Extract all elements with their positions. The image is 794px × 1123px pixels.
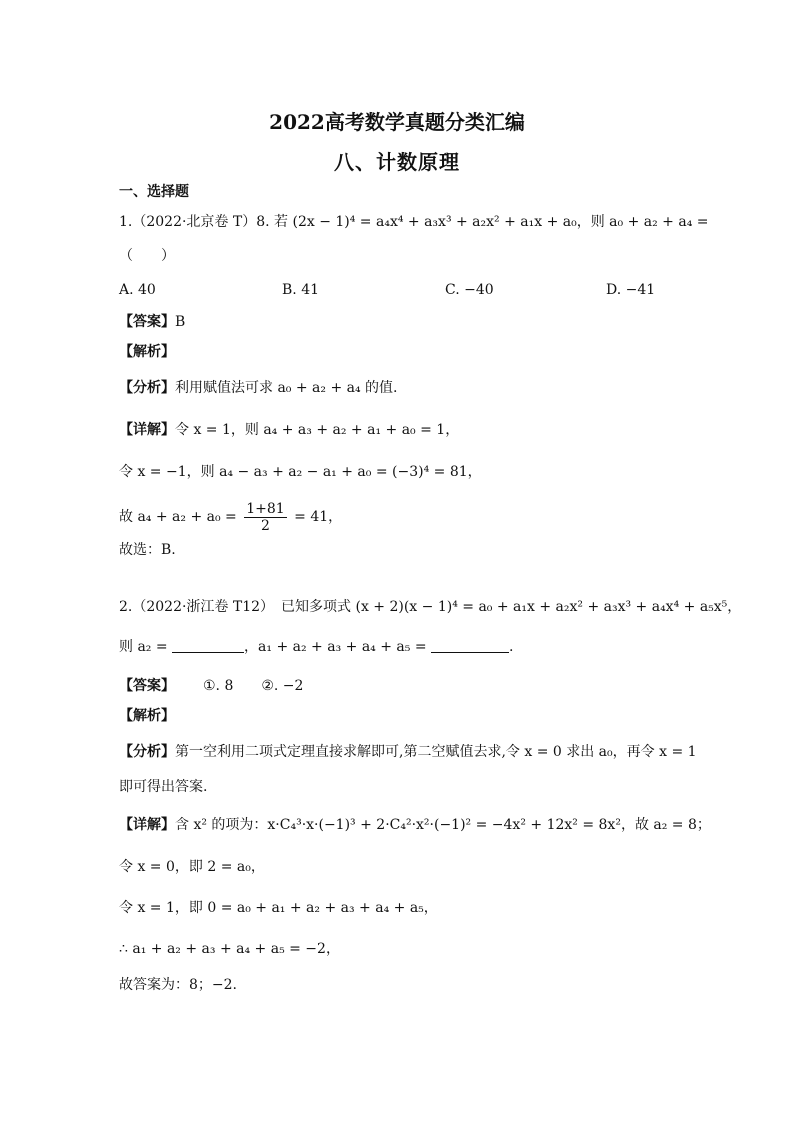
q1-detail-tag: 【详解】 xyxy=(119,422,175,438)
q1-detail-3-post: = 41， xyxy=(294,509,343,525)
q2-analysis-tag: 【解析】 xyxy=(119,708,175,724)
q2-detail-2: 令 x = 0，即 2 = a₀， xyxy=(119,859,265,875)
q2-blank-end: . xyxy=(509,639,514,655)
q2-fenxi: 第一空利用二项式定理直接求解即可,第二空赋值去求,令 x = 0 求出 a₀，再令 x = 1 xyxy=(175,744,697,760)
q1-option-a: A. 40 xyxy=(119,282,156,298)
q1-analysis-tag: 【解析】 xyxy=(119,344,175,360)
q2-detail-3: 令 x = 1，即 0 = a₀ + a₁ + a₂ + a₃ + a₄ + a₅， xyxy=(119,900,438,916)
q2-blank-2 xyxy=(431,638,509,653)
q1-detail-line-1 xyxy=(119,420,459,440)
q2-blank-1 xyxy=(172,638,244,653)
q1-fenxi-line xyxy=(119,378,398,398)
q1-option-b: B. 41 xyxy=(282,282,320,298)
q1-detail-line-3 xyxy=(119,500,342,534)
q2-detail-line-1 xyxy=(119,815,711,835)
q2-fenxi-tag: 【分析】 xyxy=(119,744,175,760)
q2-final: 故答案为：8；−2. xyxy=(119,977,237,993)
q1-fraction xyxy=(244,501,286,534)
page-title: 2022高考数学真题分类汇编 xyxy=(269,110,525,134)
q2-answer-tag: 【答案】 xyxy=(119,678,175,694)
q1-answer-line xyxy=(119,312,185,332)
q1-paren: （ ） xyxy=(119,248,175,264)
section-heading: 一、选择题 xyxy=(119,184,189,200)
q1-answer: B xyxy=(175,314,186,330)
q2-fenxi-2: 即可得出答案. xyxy=(119,779,208,795)
q2-blank-line xyxy=(119,637,513,657)
q1-fraction-denominator: 2 xyxy=(261,517,270,534)
q2-detail-tag: 【详解】 xyxy=(119,817,175,833)
q2-detail-4: ∴ a₁ + a₂ + a₃ + a₄ + a₅ = −2， xyxy=(119,941,340,957)
q2-detail-1: 含 x² 的项为：x·C₄³·x·(−1)³ + 2·C₄²·x²·(−1)² = −4x² + 12x² = 8x²，故 a₂ = 8； xyxy=(175,817,711,833)
q2-blank-mid: ，a₁ + a₂ + a₃ + a₄ + a₅ = xyxy=(244,639,427,655)
q1-option-c: C. −40 xyxy=(445,282,494,298)
q1-option-d: D. −41 xyxy=(606,282,656,298)
q1-detail-3-pre: 故 a₄ + a₂ + a₀ = xyxy=(119,509,237,525)
q2-answer-line xyxy=(119,676,303,696)
q1-answer-tag: 【答案】 xyxy=(119,314,175,330)
q2-stem: 2.（2022·浙江卷 T12） 已知多项式 (x + 2)(x − 1)⁴ = a₀ + a₁x + a₂x² + a₃x³ + a₄x⁴ + a₅x⁵， xyxy=(119,599,742,615)
q1-fenxi: 利用赋值法可求 a₀ + a₂ + a₄ 的值. xyxy=(175,380,398,396)
q2-blank-pre: 则 a₂ = xyxy=(119,639,168,655)
q1-choose: 故选：B. xyxy=(119,542,176,558)
q1-fraction-numerator: 1+81 xyxy=(246,500,285,517)
chapter-title: 八、计数原理 xyxy=(334,150,460,174)
q1-fenxi-tag: 【分析】 xyxy=(119,380,175,396)
q1-stem: 1.（2022·北京卷 T）8. 若 (2x − 1)⁴ = a₄x⁴ + a₃x³ + a₂x² + a₁x + a₀，则 a₀ + a₂ + a₄ = xyxy=(119,214,709,230)
q2-answer: ①. 8 ②. −2 xyxy=(203,678,304,694)
q1-detail-1: 令 x = 1，则 a₄ + a₃ + a₂ + a₁ + a₀ = 1， xyxy=(175,422,460,438)
q1-detail-2: 令 x = −1，则 a₄ − a₃ + a₂ − a₁ + a₀ = (−3)⁴ = 81， xyxy=(119,464,482,480)
q2-fenxi-line xyxy=(119,742,697,762)
